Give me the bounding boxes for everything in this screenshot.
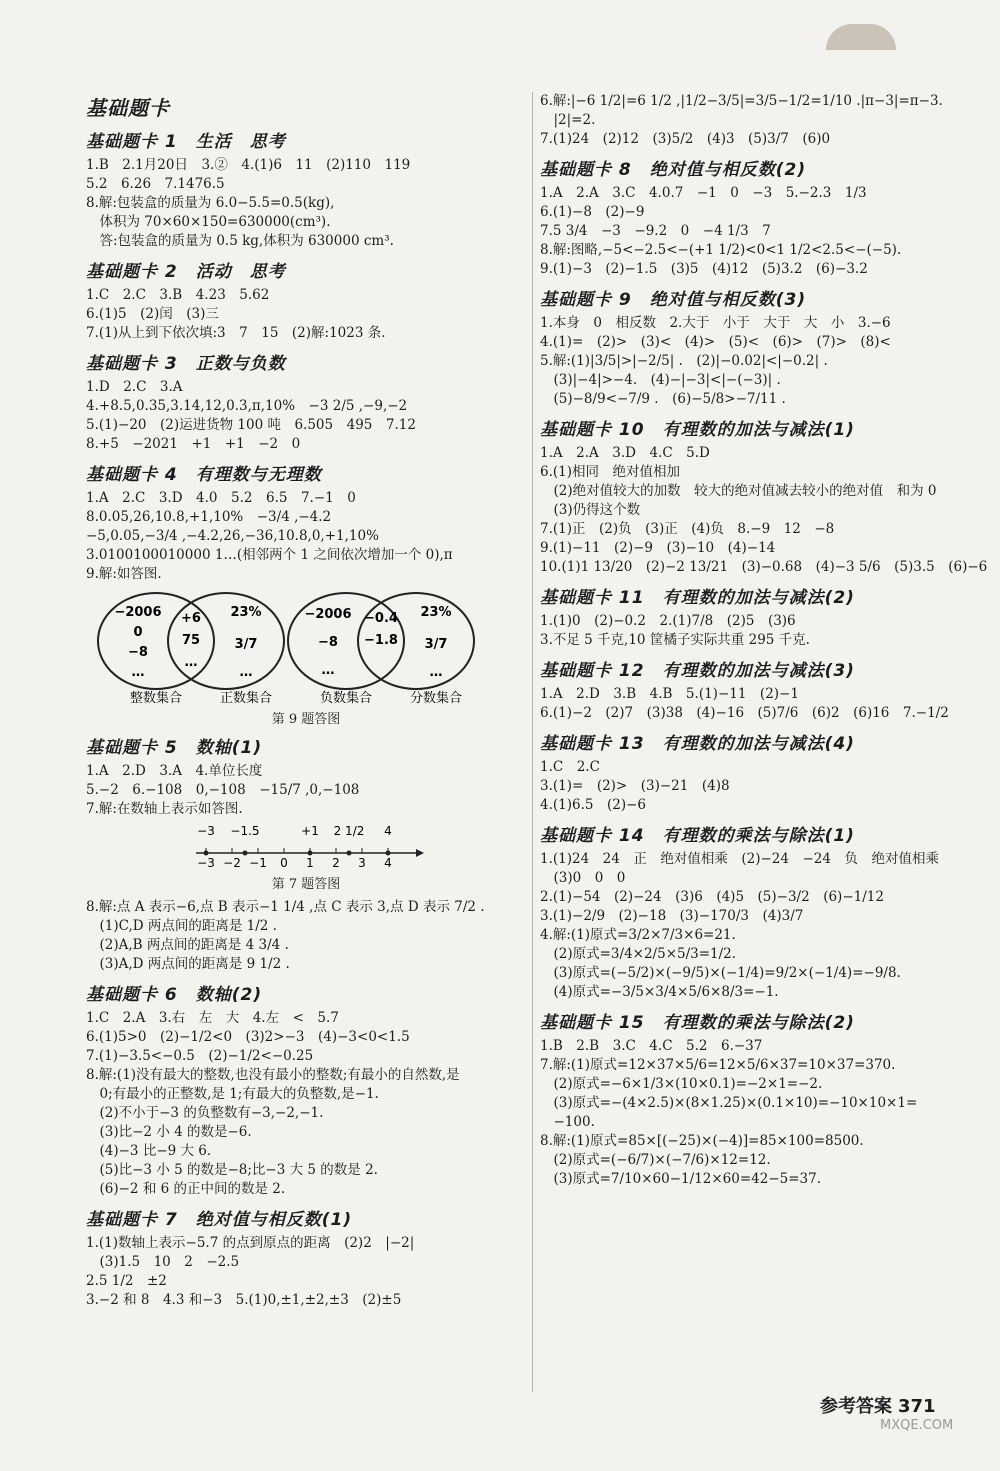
- venn-svg: [86, 586, 526, 706]
- answer-line: (3)原式=(−5/2)×(−9/5)×(−1/4)=9/2×(−1/4)=−9/8.: [540, 965, 901, 981]
- venn-label: 正数集合: [219, 691, 273, 706]
- number-line: [86, 821, 526, 871]
- venn-text: −8: [318, 635, 338, 650]
- answer-line: 1.本身 0 相反数 2.大于 小于 大于 大 小 3.−6: [540, 315, 891, 331]
- venn-text: 23%: [420, 605, 452, 620]
- answer-line: (3)原式=−(4×2.5)×(8×1.25)×(0.1×10)=−10×10×1=: [540, 1095, 918, 1111]
- section-title: 基础题卡 8 绝对值与相反数(2): [540, 160, 807, 180]
- answer-line: 1.A 2.D 3.A 4.单位长度: [86, 763, 263, 779]
- main-title: 基础题卡: [86, 96, 170, 120]
- section-title: 基础题卡 11 有理数的加法与减法(2): [540, 588, 855, 608]
- right-sections: [540, 92, 988, 1189]
- answer-line: (5)−8/9<−7/9 . (6)−5/8>−7/11 .: [540, 391, 786, 407]
- answer-line: 9.(1)−3 (2)−1.5 (3)5 (4)12 (5)3.2 (6)−3.2: [540, 261, 868, 277]
- answer-line: 0;有最小的正整数,是 1;有最大的负整数,是−1.: [86, 1086, 379, 1102]
- left-sections: [86, 127, 526, 584]
- left-column: [86, 92, 526, 1310]
- answer-line: 1.(1)24 24 正 绝对值相乘 (2)−24 −24 负 绝对值相乘: [540, 851, 939, 867]
- answer-line: 1.D 2.C 3.A: [86, 379, 183, 395]
- answer-line: 5.2 6.26 7.1476.5: [86, 176, 225, 192]
- watermark: MXQE.COM: [880, 1418, 954, 1433]
- answer-line: 8.解:(1)原式=85×[(−25)×(−4)]=85×100=8500.: [540, 1133, 864, 1149]
- answer-line: 8.解:(1)没有最大的整数,也没有最小的整数;有最小的自然数,是: [86, 1067, 460, 1083]
- venn-text: −8: [128, 645, 148, 660]
- answer-line: 3.不足 5 千克,10 筐橘子实际共重 295 千克.: [540, 632, 810, 648]
- point-label: 4: [384, 824, 392, 838]
- page-number: 371: [898, 1396, 936, 1417]
- venn-text: …: [184, 655, 198, 670]
- answer-line: 1.A 2.D 3.B 4.B 5.(1)−11 (2)−1: [540, 686, 799, 702]
- venn-caption: 第 9 题答图: [271, 712, 341, 727]
- venn-text: …: [131, 665, 145, 680]
- answer-line: (2)A,B 两点间的距离是 4 3/4 .: [86, 937, 289, 953]
- answer-line: −100.: [540, 1114, 595, 1130]
- answer-line: 1.(1)0 (2)−0.2 2.(1)7/8 (2)5 (3)6: [540, 613, 796, 629]
- answer-line: 1.C 2.C: [540, 759, 600, 775]
- answer-line: 7.解:(1)原式=12×37×5/6=12×5/6×37=10×37=370.: [540, 1057, 896, 1073]
- venn-label: 负数集合: [319, 691, 373, 706]
- answer-line: 4.(1)= (2)> (3)< (4)> (5)< (6)> (7)> (8)<: [540, 334, 891, 350]
- section-title: 基础题卡 2 活动 思考: [86, 262, 286, 282]
- answer-line: 4.(1)6.5 (2)−6: [540, 797, 646, 813]
- answer-line: 1.C 2.A 3.右 左 大 4.左 < 5.7: [86, 1010, 339, 1026]
- answer-line: (2)原式=(−6/7)×(−7/6)×12=12.: [540, 1152, 771, 1168]
- point-dot: [204, 851, 209, 856]
- tick-label: 1: [306, 856, 314, 870]
- answer-line: −5,0.05,−3/4 ,−4.2,26,−36,10.8,0,+1,10%: [86, 528, 379, 544]
- answer-line: 8.解:图略,−5<−2.5<−(+1 1/2)<0<1 1/2<2.5<−(−5).: [540, 242, 902, 258]
- venn-text: −1.8: [364, 633, 398, 648]
- answer-line: 答:包装盒的质量为 0.5 kg,体积为 630000 cm³.: [86, 233, 394, 249]
- tick-label: 4: [384, 856, 392, 870]
- answer-line: 4.解:(1)原式=3/2×7/3×6=21.: [540, 927, 736, 943]
- answer-line: (2)原式=3/4×2/5×5/3=1/2.: [540, 946, 737, 962]
- page-footer: [820, 1392, 936, 1418]
- answer-line: (3)1.5 10 2 −2.5: [86, 1254, 240, 1270]
- answer-line: 7.5 3/4 −3 −9.2 0 −4 1/3 7: [540, 223, 771, 239]
- tick-label: 2: [332, 856, 340, 870]
- answer-line: 6.(1)5 (2)闰 (3)三: [86, 306, 219, 322]
- number-line-svg: [86, 821, 526, 871]
- left-sections-3: [86, 980, 526, 1310]
- venn-label: 整数集合: [129, 691, 183, 706]
- footer-label: 参考答案: [820, 1396, 892, 1417]
- venn-text: 75: [181, 633, 201, 648]
- answer-line: (4)−3 比−9 大 6.: [86, 1143, 212, 1159]
- answer-line: 7.(1)正 (2)负 (3)正 (4)负 8.−9 12 −8: [540, 521, 835, 537]
- numline-caption: 第 7 题答图: [271, 877, 341, 892]
- section-title: 基础题卡 12 有理数的加法与减法(3): [540, 661, 855, 681]
- answer-line: 8.+5 −2021 +1 +1 −2 0: [86, 436, 301, 452]
- answer-line: 5.解:(1)|3/5|>|−2/5| . (2)|−0.02|<|−0.2| .: [540, 353, 828, 369]
- venn-text: …: [429, 665, 443, 680]
- answer-line: 1.(1)数轴上表示−5.7 的点到原点的距离 (2)2 |−2|: [86, 1235, 415, 1251]
- answer-line: 2.5 1/2 ±2: [86, 1273, 167, 1289]
- tick-label: 0: [280, 856, 288, 870]
- answer-line: 7.(1)−3.5<−0.5 (2)−1/2<−0.25: [86, 1048, 314, 1064]
- left-after-numline: [86, 898, 526, 974]
- point-dot: [243, 851, 248, 856]
- venn-text: …: [321, 663, 335, 678]
- answer-line: 1.B 2.B 3.C 4.C 5.2 6.−37: [540, 1038, 763, 1054]
- answer-line: 3.0100100010000 1…(相邻两个 1 之间依次增加一个 0),π: [86, 547, 453, 563]
- answer-line: (1)C,D 两点间的距离是 1/2 .: [86, 918, 277, 934]
- column-divider: [532, 92, 533, 1392]
- left-sections-2: [86, 733, 526, 819]
- section-title: 基础题卡 7 绝对值与相反数(1): [86, 1210, 353, 1230]
- arrow-right-icon: [416, 849, 424, 857]
- venn-text: −0.4: [364, 611, 398, 626]
- answer-line: 1.A 2.C 3.D 4.0 5.2 6.5 7.−1 0: [86, 490, 356, 506]
- section-title: 基础题卡 9 绝对值与相反数(3): [540, 290, 807, 310]
- section-title: 基础题卡 3 正数与负数: [86, 354, 286, 374]
- answer-line: 1.A 2.A 3.D 4.C 5.D: [540, 445, 710, 461]
- answer-line: 6.解:|−6 1/2|=6 1/2 ,|1/2−3/5|=3/5−1/2=1/10 .|π−3|=π−3.: [540, 93, 943, 109]
- answer-line: 7.(1)24 (2)12 (3)5/2 (4)3 (5)3/7 (6)0: [540, 131, 831, 147]
- answer-line: 7.解:在数轴上表示如答图.: [86, 801, 243, 817]
- answer-line: (3)|−4|>−4. (4)−|−3|<|−(−3)| .: [540, 372, 781, 388]
- tick-label: −2: [223, 856, 241, 870]
- venn-text: 3/7: [234, 637, 258, 652]
- venn-text: +6: [181, 611, 201, 626]
- answer-line: (2)不小于−3 的负整数有−3,−2,−1.: [86, 1105, 324, 1121]
- answer-line: (2)原式=−6×1/3×(10×0.1)=−2×1=−2.: [540, 1076, 823, 1092]
- point-dot: [386, 851, 391, 856]
- point-label: +1: [301, 824, 319, 838]
- answer-line: 1.A 2.A 3.C 4.0.7 −1 0 −3 5.−2.3 1/3: [540, 185, 867, 201]
- tick-label: 3: [358, 856, 366, 870]
- venn-label: 分数集合: [409, 691, 463, 706]
- answer-line: 6.(1)相同 绝对值相加: [540, 464, 681, 480]
- answer-line: 体积为 70×60×150=630000(cm³).: [86, 214, 331, 230]
- section-title: 基础题卡 5 数轴(1): [86, 738, 263, 758]
- venn-diagram: [86, 586, 526, 706]
- venn-text: −2006: [304, 607, 352, 622]
- section-title: 基础题卡 1 生活 思考: [86, 132, 286, 152]
- section-title: 基础题卡 15 有理数的乘法与除法(2): [540, 1013, 855, 1033]
- answer-line: 6.(1)5>0 (2)−1/2<0 (3)2>−3 (4)−3<0<1.5: [86, 1029, 410, 1045]
- answer-line: 3.(1)= (2)> (3)−21 (4)8: [540, 778, 730, 794]
- section-title: 基础题卡 10 有理数的加法与减法(1): [540, 420, 855, 440]
- answer-line: 9.解:如答图.: [86, 566, 162, 582]
- answer-line: 8.0.05,26,10.8,+1,10% −3/4 ,−4.2: [86, 509, 332, 525]
- answer-line: 5.(1)−20 (2)运进货物 100 吨 6.505 495 7.12: [86, 417, 416, 433]
- section-title: 基础题卡 14 有理数的乘法与除法(1): [540, 826, 855, 846]
- answer-line: 6.(1)−8 (2)−9: [540, 204, 645, 220]
- point-dot: [308, 851, 313, 856]
- answer-line: (4)原式=−3/5×3/4×5/6×8/3=−1.: [540, 984, 779, 1000]
- answer-line: 6.(1)−2 (2)7 (3)38 (4)−16 (5)7/6 (6)2 (6)16 7.−1/2: [540, 705, 949, 721]
- answer-line: |2|=2.: [540, 112, 596, 128]
- answer-line: 10.(1)1 13/20 (2)−2 13/21 (3)−0.68 (4)−3 5/6 (5)3.5 (6)−6: [540, 559, 988, 575]
- answer-line: (3)A,D 两点间的距离是 9 1/2 .: [86, 956, 290, 972]
- answer-line: 8.解:包装盒的质量为 6.0−5.5=0.5(kg),: [86, 195, 335, 211]
- section-title: 基础题卡 4 有理数与无理数: [86, 465, 322, 485]
- point-dot: [347, 851, 352, 856]
- section-title: 基础题卡 6 数轴(2): [86, 985, 263, 1005]
- venn-text: −2006: [114, 605, 162, 620]
- point-label: 2 1/2: [333, 824, 365, 838]
- point-label: −1.5: [230, 824, 260, 838]
- venn-text: 3/7: [424, 637, 448, 652]
- answer-line: 8.解:点 A 表示−6,点 B 表示−1 1/4 ,点 C 表示 3,点 D 表示 7/2 .: [86, 899, 485, 915]
- point-label: −3: [197, 824, 215, 838]
- answer-line: (3)原式=7/10×60−1/12×60=42−5=37.: [540, 1171, 822, 1187]
- answer-line: (6)−2 和 6 的正中间的数是 2.: [86, 1181, 286, 1197]
- answer-line: (3)仍得这个数: [540, 502, 641, 518]
- answer-line: (3)比−2 小 4 的数是−6.: [86, 1124, 252, 1140]
- answer-line: (3)0 0 0: [540, 870, 626, 886]
- answer-line: (2)绝对值较大的加数 较大的绝对值减去较小的绝对值 和为 0: [540, 483, 937, 499]
- answer-line: 5.−2 6.−108 0,−108 −15/7 ,0,−108: [86, 782, 360, 798]
- answer-line: 1.B 2.1月20日 3.② 4.(1)6 11 (2)110 119: [86, 157, 411, 173]
- answer-line: 7.(1)从上到下依次填:3 7 15 (2)解:1023 条.: [86, 325, 386, 341]
- answer-line: 4.+8.5,0.35,3.14,12,0.3,π,10% −3 2/5 ,−9,−2: [86, 398, 408, 414]
- answer-line: 9.(1)−11 (2)−9 (3)−10 (4)−14: [540, 540, 776, 556]
- venn-text: …: [239, 665, 253, 680]
- venn-text: 23%: [230, 605, 262, 620]
- answer-line: 3.−2 和 8 4.3 和−3 5.(1)0,±1,±2,±3 (2)±5: [86, 1292, 402, 1308]
- corner-logo-icon: [826, 24, 896, 50]
- answer-line: 1.C 2.C 3.B 4.23 5.62: [86, 287, 270, 303]
- tick-label: −1: [249, 856, 267, 870]
- right-column: [540, 92, 988, 1189]
- venn-text: 0: [133, 625, 143, 640]
- answer-line: 2.(1)−54 (2)−24 (3)6 (4)5 (5)−3/2 (6)−1/12: [540, 889, 884, 905]
- answer-line: (5)比−3 小 5 的数是−8;比−3 大 5 的数是 2.: [86, 1162, 378, 1178]
- tick-label: −3: [197, 856, 215, 870]
- section-title: 基础题卡 13 有理数的加法与减法(4): [540, 734, 855, 754]
- answer-line: 3.(1)−2/9 (2)−18 (3)−170/3 (4)3/7: [540, 908, 804, 924]
